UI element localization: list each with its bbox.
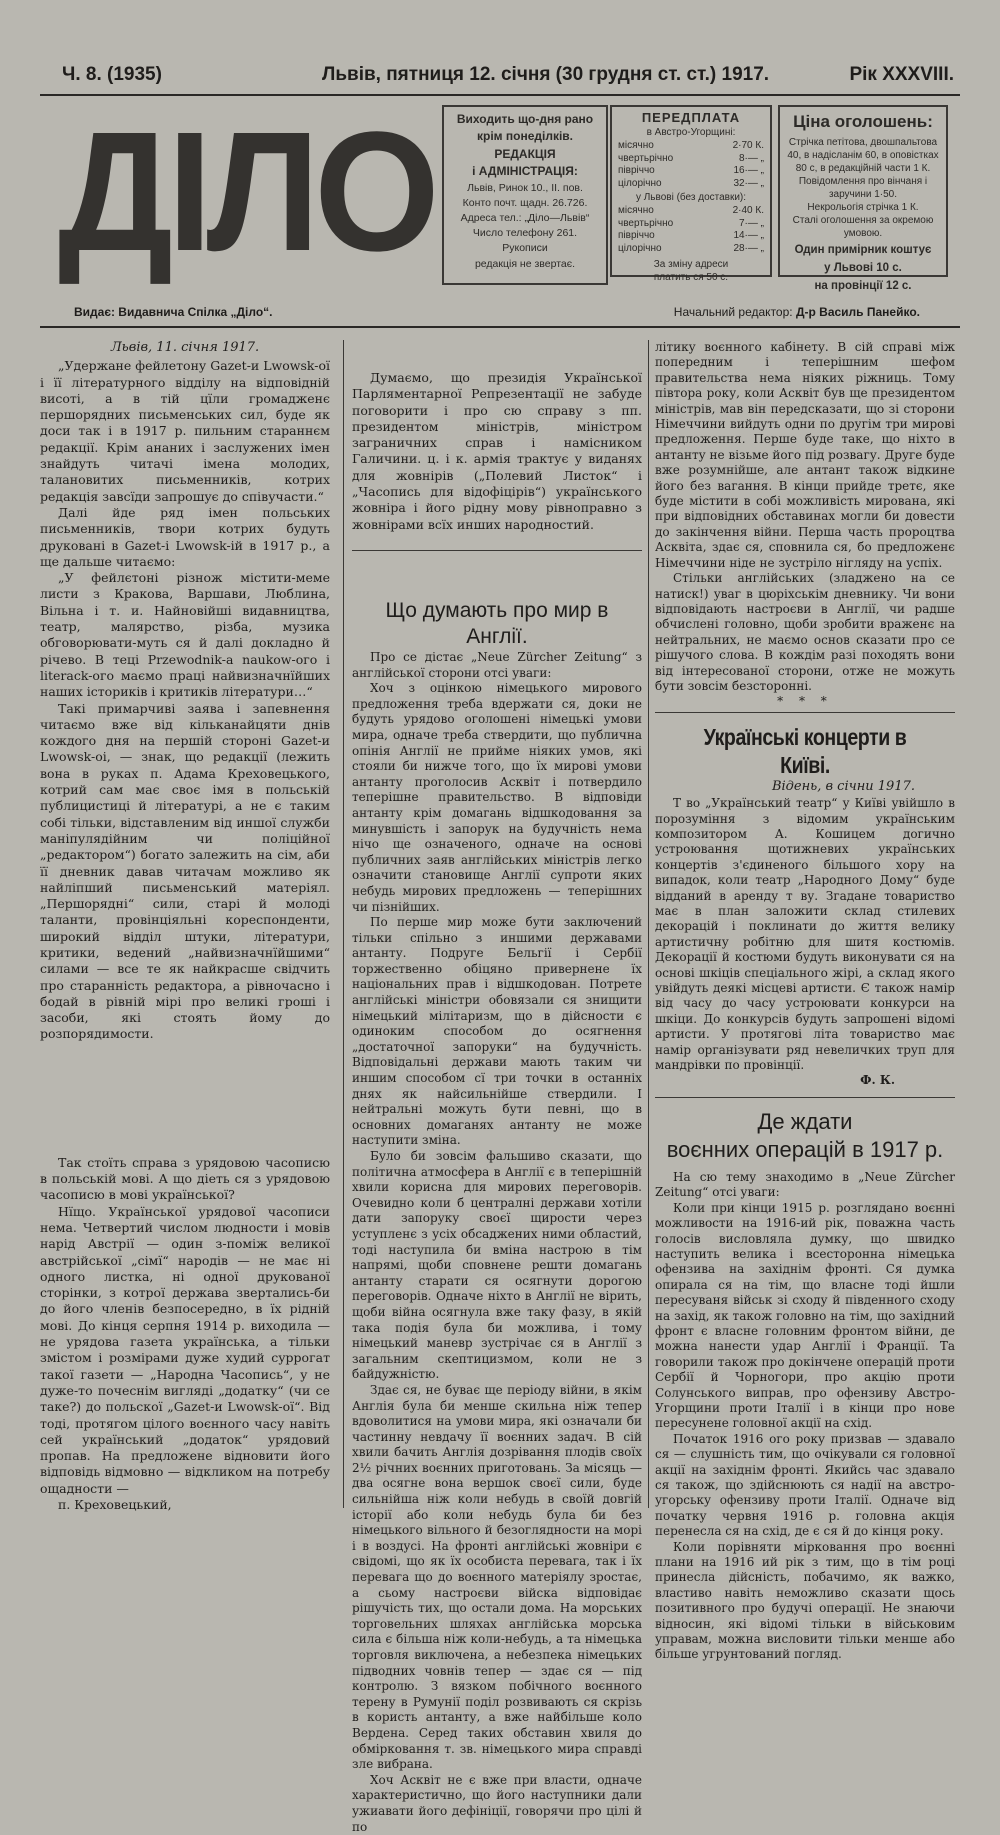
publisher: Видає: Видавнича Спілка „Діло“. (74, 305, 273, 319)
publisher-line (40, 300, 960, 328)
note-line: платить ся 50 с. (653, 271, 729, 283)
ad-prices-line: на провінції 12 с. (814, 279, 912, 292)
ad-prices-line: Стрічка петітова, двошпальтова 40, в надісланім 60, в оповістках 80 с, в редакційній части 1 К. Повідомлення про вінчаня і заручини 1·50. (787, 137, 939, 201)
info-line: редакція не звертає. (474, 257, 576, 270)
subscription-row (618, 218, 764, 231)
subscription-row (618, 230, 764, 243)
subscription-row (618, 140, 764, 153)
row-value: 32·— „ (733, 177, 764, 189)
column-divider (343, 340, 344, 1508)
paragraph: Далі йде ряд імен польських письменників, твори котрих будуть друковані в Gazet-і Lwowsk-ій в 1917 р., а ще дальше читаємо: (40, 504, 330, 569)
issue-dateline: Львів, пятниця 12. січня (30 грудня ст. ст.) 1917. (322, 64, 770, 85)
paragraph: Хоч Асквіт не є вже при власти, одначе характеристично, що його наступники дали ужиавати його дефініції, говорячи про цілі й по (352, 1772, 642, 1834)
article-intro: На сю тему знаходимо в „Neue Zürcher Zeitung“ отсі уваги: (655, 1169, 955, 1200)
row-value: 7·— „ (739, 217, 764, 229)
ad-prices-line: Сталі оголошення за окремою умовою. (792, 215, 934, 240)
article-date: Відень, в січни 1917. (771, 778, 915, 794)
info-line: Рукописи (502, 242, 548, 255)
row-value: 2·70 К. (732, 140, 764, 151)
issue-number: Ч. 8. (1935) (62, 64, 162, 85)
subscription-section: у Львові (без доставки): (635, 192, 747, 203)
subscription-row (618, 205, 764, 218)
info-line: Число телефону 261. (472, 227, 578, 240)
article-title-line2: воєнних операцій в 1917 р. (666, 1136, 944, 1162)
ad-prices-title: Ціна оголошень: (793, 112, 933, 131)
row-label: місячно (618, 140, 654, 151)
subscription-box (610, 105, 772, 283)
section-divider (655, 1097, 955, 1098)
info-line: РЕДАКЦІЯ (494, 146, 556, 161)
column-editorial-cont (352, 370, 642, 533)
row-label: чвертьрічно (618, 217, 674, 229)
paragraph: Здає ся, не буває ще періоду війни, в якім Англія була би менше скильна ніж тепер вдоволитися на умови мира, які означали би частинну невдачу її воєнних задач. В сій хвили бачить Англія дозрівання плодів своїх 2½ річних воєнних приготовань. За місяць — два осягне вона вершок своєї сили, буде сильнійша ніж коли небудь в своїй довгій історії або коли небудь була би без німецького вільного й безоглядности на морі і в воздусі. На фронті англійські жовніри є свідомі, що як їх особиста перевага, так і їх перевага що до воєнного матеріялу зростає, а сьому настроєви війска відповідає рішучість тих, що остали дома. На морських торговельних шляхах англійська морська сила є більша ніж коли-небудь, а та німецька торговля виключена, а небезпека німецьких підводних човнів тепер — здає ся — під контролю. З вязком побічного воєнного терену в Румунії поділ розвивають ся скрізь в користь антанту, а вже найбільше коло Вердена. Серед таких обставин хвиля до обмірковання т. зв. німецького мира справді зле вибрана. (352, 1382, 642, 1772)
paragraph: Такі примарчиві заява і запевнення читаємо вже від кільканайцяти днів кождого дня на першій стороні Gazet-и Lwowsk-oi, — знак, що редакції (лежить вона в руках п. Адама Креховецького, котрий сам має своє імя в польській публицистиці й літературі, а не є таким собі тільки, відставленим від иншої служби маніпулядійним чи поліційної „редактором“) богато залежить на сім, аби її дневник давав читачам можливо як найліпший письменський матеріял. „Першорядні“ сили, старі й молоді таланти, провінціяльні кореспонденти, широкий відділ штуки, літератури, критики, ведений „найвизначнїйшими“ силами — все те як найкрасше свідчить про старанність редактора, а рівночасно і бодай в рівній мірі про великі гроші і засоби, які стоять йому до розпорядимости. (40, 700, 330, 1042)
ad-prices-line: у Львові 10 с. (824, 262, 902, 275)
editor-label: Начальний редактор: (673, 305, 793, 319)
top-line (40, 60, 960, 96)
separator-stars: * * * (777, 694, 833, 709)
paragraph: Коли порівняти мірковання про воєнні плани на 1916 ий рік з тим, що в тім році принесла дійсність, побачимо, як важко, властиво навіть неможливо сказати щось позитивного про будучі операції. Не знаючи відносин, які відомі тільки в військовим управам, можна висловити тільки менше або більше угрунтований погляд. (655, 1539, 955, 1662)
paragraph: Стільки англійських (зладжено на се натиск!) уваг в цюріхськім дневнику. Чи вони відповідають настроєви в Англії, чи радше обчислені головно, щоби зробити враженє на нейтральних, не маємо основ сказати про се рішучого слова. В кождім разі походять вони від інтересованої сторони, отже не можуть бути зовсім безсторонні. (655, 571, 955, 693)
editor (674, 305, 920, 319)
subscription-section: в Австро-Угорщині: (646, 127, 736, 138)
paragraph: „У фейлєтоні різнож містити-меме листи з Кракова, Варшави, Люблина, Вільна і т. и. Найновійші видавництва, театр, малярство, різба, музика обговорювати-муть ся й далі докладно й річево. В теці Przewodnik-a naukow-ого і literack-ого маємо праці найвизначнїйших наших істориків і критиків літератури…“ (40, 570, 330, 700)
paragraph: „Удержане фейлетону Gazet-и Lwowsk-ої і її літературного відділу на відповідній висоті, а в тій цїли громадженє першорядних письменських сил, буде як доси так і в 1917 р. пильним стараннєм редакції. Крім ананих і заслужених імен знайдуть читачі імена молодих, талановитих письменників, котрих редакція завсїди запрошує до співучасти.“ (40, 358, 330, 504)
spacer (40, 1043, 330, 1155)
info-line: і АДМІНІСТРАЦІЯ: (472, 164, 578, 179)
article-intro: Про се дістає „Neue Zürcher Zeitung“ з англійської сторони отсі уваги: (352, 650, 642, 680)
section-divider (655, 712, 955, 713)
editor-name: Д-р Василь Панейко. (795, 305, 920, 319)
paragraph: Так стоїть справа з урядовою часописю в польській мові. А що діеть ся з урядовою часописю в мові української? (40, 1154, 330, 1203)
row-value: 8·— „ (739, 152, 764, 164)
paragraph: Хоч з оцінкою німецького мирового предложення треба вдержати ся, доки не будуть урядово оголошені німецькі умови мира, одначе треба ствердити, що публична опінія Англії не прийме ніяких умов, які стояли би нижче того, що їх мирові умови антанту проголосив Асквіт і потвердило теперішне правительство. В відповіди антанту крім домагань відшкодовання за минувшість і запорук на будучність нема нічо ще означеного, одначе на основі публичних заяв англійських міністрів легко означити становище Англії супроти яких небудь мирових предложень — теперішних чи пізнійших. (352, 681, 642, 914)
ad-prices-line: Один примірник коштує (794, 244, 932, 257)
paragraph: Т во „Український театр“ у Київі увійшло в порозуміння з відомим українським композитором А. Кошицем догично устроювання щотижневих українських концертів з'єдиненого більшого хору на випадок, коли театр „Народного Дому“ буде відданий в аренду т ву. Згадане товариство має в план заложити склад стилевих декорацій і поклинати до життя велику артистичну робітню для шитя костюмів. Декорації й костюми будуть виконувати ся на основі шкіців спеціального жірі, а склад якого увійдуть деякі місцеві артисти. Є також намір від часу до часу устроювати конкурси на шкіци. До конкурсів будуть запрошені відомі артисти. У протягові літа товариство має намір організувати ряд невеличких труп для мандрівки по провінції. (655, 796, 955, 1073)
info-line: Адреса тел.: „Діло—Львів“ (460, 212, 590, 224)
paragraph: літику воєнного кабінету. В сій справі між попередним і теперішним шефом правительства нема ніяких ріжниць. Тому півтора року, коли Асквіт був ще президентом міністрів, мав він передсказати, що зі сторони Німеччини вийдуть одни по другім три мирові предложення. Перше буде таке, що ніхто в антанту не візьме його під розвагу. Друге буде вже розумнійше, але антант також відкине його без вагання. В кінци прийде третє, яке буде містити в собі можливість мирована, які при відповідних обставинах могли би довести до закінчення війни. Перша часть пророцтва Асквіта, здає ся, сповнила ся, бо предложенє Німеччини ніде не зустріло нігляду на успіх. (655, 340, 955, 570)
paragraph: По перше мир може бути заключений тільки спільно з иншими державами антанту. Подруге Бельгії і Сербії торжественно обіцяно привернене їх національних прав і відшкодован. Потрете англійські міністри обовязали ся знищити німецький мілітаризм, що в дійсности є одиноким способом до осягнення „достаточної запоруки“ на будучність. Відповідальні держави мають таким чи иншим способом сї три точки в останніх днях як найсильнійше ствердили. І нейтральні можуть бути певні, що в основних домаганях антанту не може наступити зміна. (352, 915, 642, 1148)
issue-year: Рік XXXVIII. (849, 64, 954, 85)
subscription-title: ПЕРЕДПЛАТА (641, 110, 741, 125)
row-label: півріччо (618, 165, 655, 176)
row-label: цілорічно (618, 242, 662, 254)
info-box (442, 105, 608, 285)
article-signature: Ф. К. (860, 1073, 895, 1088)
column-divider (648, 340, 649, 1508)
row-value: 16·— „ (733, 165, 764, 176)
note-line: За зміну адреси (653, 259, 729, 270)
paragraph: Думаємо, що президія Української Парляментарної Репрезентації не забуде поговорити і про сю справу з пп. президентом міністрів, міністром заграничних справ і намісником Галичини. ц. і к. армія трактує у виданях для жовнірів („Полевий Листок“ і „Часопись для відофіцірів“) українського жовніра і його рідну мову рівноправно з жовнірами всїх инших народностий. (352, 370, 642, 532)
subscription-row (618, 165, 764, 178)
paragraph: Нїщо. Української урядової часописи нема. Четвертий числом людности і мовів нарід Австрії — один з-поміж великої австрійської „сімї“ народів — не має ні одного листка, ні одної друкованої сторінки, з котрої держава звертались-би до його членів безпосередно, в їх рідній мові. До кінця серпня 1914 р. виходила — не урядова газета українська, а тільки змістом і розмірами дуже худий суррогат такої газети — „Народна Часопись“, у не дуже-то почеснім вигляді „додатку“ (чи се таке?) до польскої „Gazet-и Lwowsk-ої“. Від тоді, протягом цілого воєнного часу навіть сей український „додаток“ урядовий пропав. На предложене відновити його відповідь відмовно — відкликом на потребу ощадности — (40, 1203, 330, 1496)
row-value: 14·— „ (733, 230, 764, 241)
masthead-title: ДІЛО (58, 97, 435, 287)
ad-prices-box (778, 105, 948, 292)
info-line: Львів, Ринок 10., II. пов. (467, 181, 583, 194)
row-value: 28·— „ (733, 242, 764, 254)
paragraph: Було би зовсім фальшиво сказати, що політична атмосфера в Англії є в теперішній хвили корисна для мирових переговорів. Очевидно коли б централні держави хотіли дати запоруку своєї щирости через уступленє з усіх обсаджених ними областий, тоді наступила би вміна настрою в тім напрямі, щоби сповнене решти домагань антанту старати ся осягнути дорогою переговорів. Одначе ніхто в Англії не вірить, щоби війна осягнула вже таку фазу, в якій така подія була би можлива, і тому німецький маневр зустрічає ся в Англії з загальним скептицизмом, коли не з байдужністю. (352, 1149, 642, 1382)
editorial-date: Львів, 11. січня 1917. (110, 340, 260, 355)
article-title: Українські концерти в Київі. (703, 723, 907, 778)
subscription-row (618, 153, 764, 166)
subscription-note (618, 259, 764, 284)
row-label: цілорічно (618, 177, 662, 189)
column-three (655, 340, 955, 1663)
info-line: крім понеділків. (476, 129, 573, 144)
row-label: місячно (618, 205, 654, 216)
ad-prices-line: Некрольогія стрічка 1 К. (807, 202, 919, 214)
info-line: Виходить що-дня рано (456, 112, 594, 126)
article-title: Що думають про мир в Англії. (385, 599, 609, 648)
row-value: 2·40 К. (732, 205, 764, 216)
column-editorial (40, 340, 330, 1513)
paragraph: п. Креховецький, (58, 1497, 172, 1512)
paragraph: Початок 1916 ого року призвав — здавало ся — слушність тим, що очікували ся головної акції на західнім фронті. Якийсь час здавало ся також, що здійснюють ся надії на австро-угорську офензиву проти Італії. Одначе від початку червня 1916 р. головна акція перенесла ся на схід, де є ся й до кінця року. (655, 1431, 955, 1539)
info-line: Конто почт. щадн. 26.726. (462, 196, 588, 209)
paragraph: Коли при кінци 1915 р. розглядано воєнні можливости на 1916-ий рік, поважна часть голосів висловляла думку, що швидко наступить велика і всесторонна німецька офензива на західнім фронті. Ся думка опирала ся на тім, що власне тоді йшли пересуваня військ зі сходу й південного сходу на захід, як також головно на тім, що західний фронт є власне головним фронтом війни, де можна нанести удар Англії і Франції. Та говорили також про докінчене операцій проти Сербії й Чорногори, про акцію проти Солунського виправ, про офензиву Австро-Угорщини проти Італії і в кінци про нове пересунене головної акції на схід. (655, 1200, 955, 1431)
row-label: чвертьрічно (618, 152, 674, 164)
subscription-row (618, 178, 764, 191)
row-label: півріччо (618, 230, 655, 241)
section-divider (352, 550, 642, 551)
subscription-row (618, 243, 764, 256)
article-title-line1: Де ждати (757, 1108, 853, 1134)
article-peace-england (352, 598, 642, 1835)
